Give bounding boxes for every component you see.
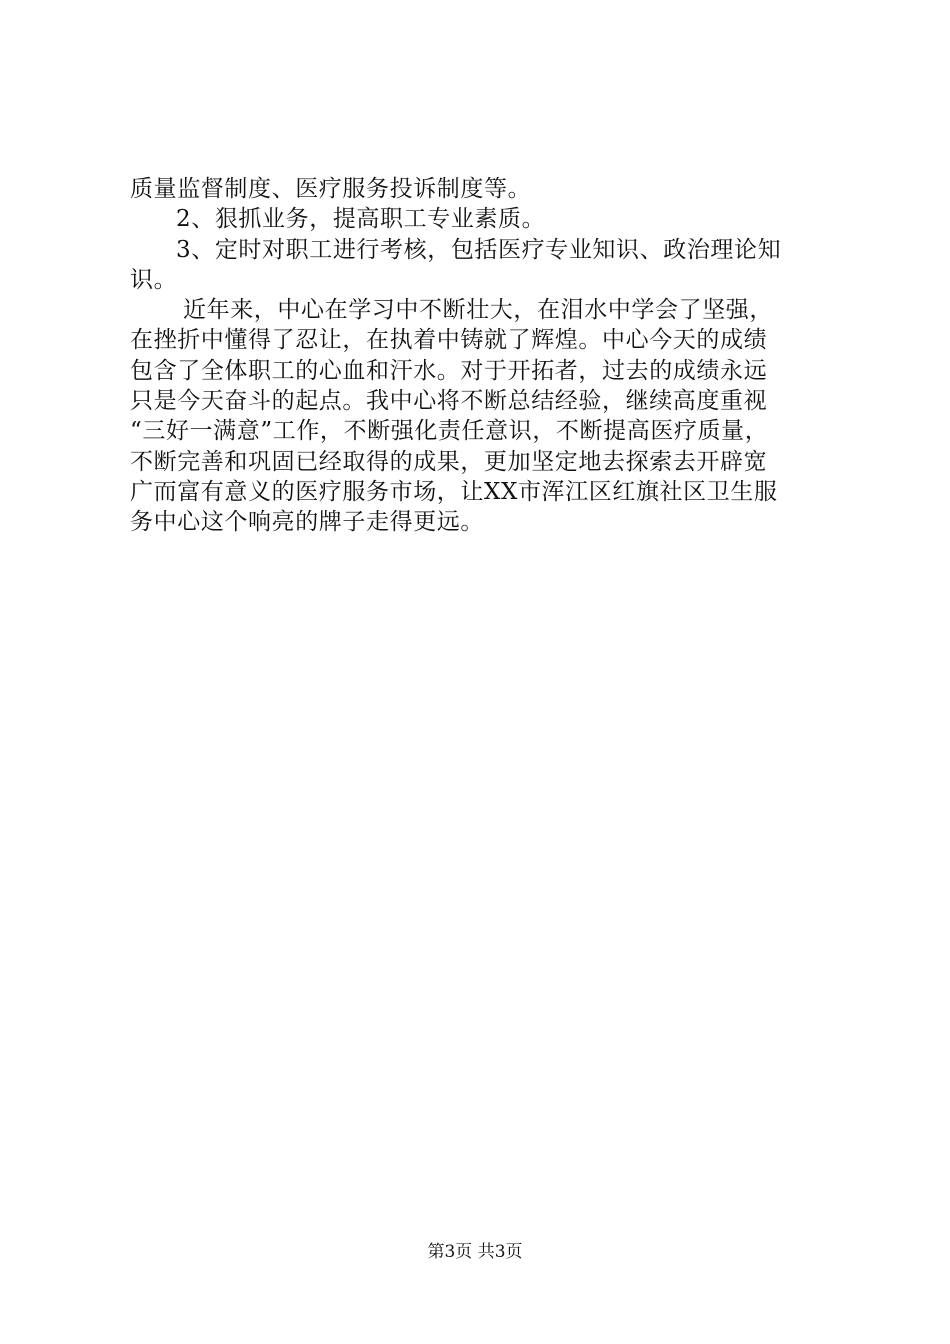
- text-line: 广而富有意义的医疗服务市场，让XX市浑江区红旗社区卫生服: [130, 478, 778, 505]
- text-line: 在挫折中懂得了忍让，在执着中铸就了辉煌。中心今天的成绩: [130, 327, 768, 354]
- text-line: 识。: [130, 266, 178, 293]
- document-body: [130, 174, 850, 538]
- list-item-2: 2、狠抓业务，提高职工专业素质。: [176, 206, 546, 233]
- list-item-3: 3、定时对职工进行考核，包括医疗专业知识、政治理论知: [176, 236, 782, 263]
- text-line: 不断完善和巩固已经取得的成果，更加坚定地去探索去开辟宽: [130, 448, 768, 475]
- text-line: 质量监督制度、医疗服务投诉制度等。: [130, 176, 532, 202]
- page-number-footer: 第3页 共3页: [427, 1242, 523, 1262]
- paragraph-start: 近年来，中心在学习中不断壮大，在泪水中学会了坚强，: [183, 297, 773, 324]
- text-line: 务中心这个响亮的牌子走得更远。: [130, 509, 484, 536]
- text-line: “三好一满意”工作，不断强化责任意识，不断提高医疗质量，: [130, 418, 769, 445]
- text-line: 包含了全体职工的心血和汗水。对于开拓者，过去的成绩永远: [130, 357, 768, 384]
- text-line: 只是今天奋斗的起点。我中心将不断总结经验，继续高度重视: [130, 388, 768, 415]
